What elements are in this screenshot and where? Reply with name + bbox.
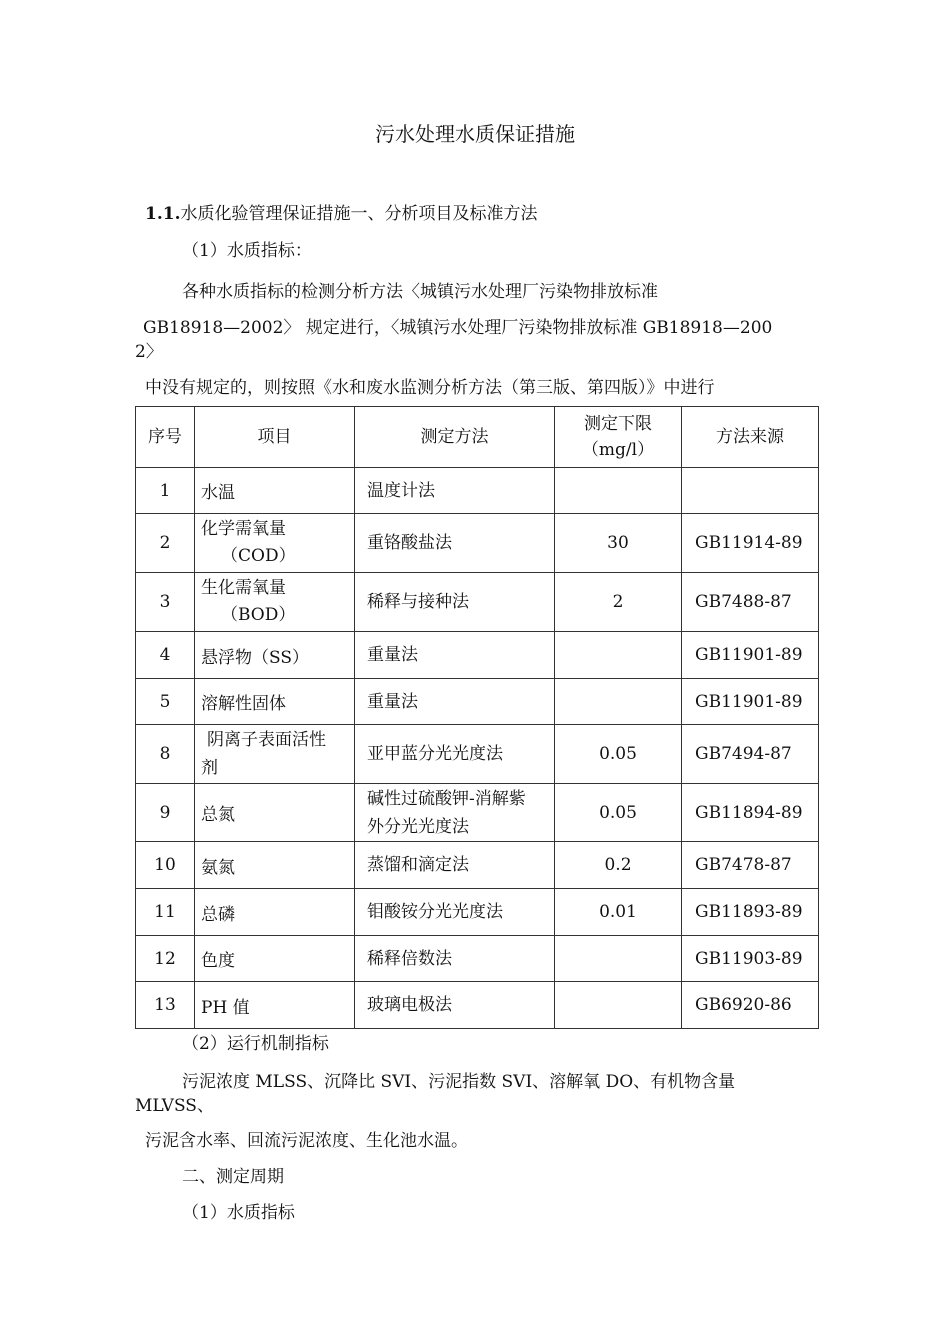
cell-item: 水温 [195, 468, 355, 514]
cell-no: 3 [136, 573, 195, 632]
cell-method: 重量法 [355, 679, 555, 725]
paragraph-line: GB18918—2002〉 规定进行，〈城镇污水处理厂污染物排放标准 GB18918—200 [143, 318, 773, 338]
cell-no: 5 [136, 679, 195, 725]
header-no: 序号 [136, 407, 195, 468]
cell-item: 色度 [195, 936, 355, 982]
cell-no: 1 [136, 468, 195, 514]
cell-source: GB11894-89 [682, 784, 819, 842]
table-row [136, 468, 819, 514]
cell-item: 悬浮物（SS） [195, 632, 355, 679]
table-row [136, 936, 819, 982]
section-heading-text: 水质化验管理保证措施一、分析项目及标准方法 [180, 204, 538, 224]
cell-no: 2 [136, 514, 195, 573]
cell-limit [555, 936, 682, 982]
cell-source: GB11901-89 [682, 632, 819, 679]
cell-source: GB11901-89 [682, 679, 819, 725]
cell-item: 氨氮 [195, 842, 355, 889]
header-limit-line1: 测定下限 [584, 414, 652, 434]
header-source: 方法来源 [682, 407, 819, 468]
cell-method: 温度计法 [355, 468, 555, 514]
cell-method-line1: 碱性过硫酸钾-消解紫 [367, 788, 526, 809]
table-row [136, 784, 819, 842]
cell-item-line1: 生化需氧量 [201, 578, 286, 598]
cell-item-line2: （BOD） [221, 605, 296, 625]
paragraph-line: MLVSS、 [135, 1096, 214, 1116]
header-item: 项目 [195, 407, 355, 468]
paragraph-line: 各种水质指标的检测分析方法〈城镇污水处理厂污染物排放标准 [182, 282, 658, 302]
cell-method: 重铬酸盐法 [355, 514, 555, 573]
cell-method: 稀释与接种法 [355, 573, 555, 632]
paragraph-line: 中没有规定的，则按照《水和废水监测分析方法（第三版、第四版）》中进行 [145, 378, 715, 398]
cell-source: GB11893-89 [682, 889, 819, 936]
paragraph-line: 2〉 [135, 342, 163, 362]
cell-method: 亚甲蓝分光光度法 [355, 725, 555, 784]
cell-limit: 0.2 [555, 842, 682, 889]
cell-no: 12 [136, 936, 195, 982]
subheading-operation: （2）运行机制指标 [182, 1034, 329, 1054]
cell-limit [555, 679, 682, 725]
cell-limit: 2 [555, 573, 682, 632]
cell-no: 9 [136, 784, 195, 842]
cell-item-line2: （COD） [221, 546, 296, 566]
cell-source: GB11914-89 [682, 514, 819, 573]
cell-method: 蒸馏和滴定法 [355, 842, 555, 889]
cell-source: GB7488-87 [682, 573, 819, 632]
cell-source: GB6920-86 [682, 982, 819, 1029]
cell-item [195, 725, 355, 784]
cell-method: 钼酸铵分光光度法 [355, 889, 555, 936]
cell-item [195, 573, 355, 632]
cell-item: 溶解性固体 [195, 679, 355, 725]
section-heading [145, 202, 538, 226]
cell-no: 11 [136, 889, 195, 936]
analysis-methods-table [135, 406, 819, 1029]
subheading-water-quality-2: （1）水质指标 [182, 1203, 295, 1223]
header-limit-line2: （mg/l） [581, 440, 655, 460]
cell-limit: 0.05 [555, 725, 682, 784]
cell-item: 总氮 [195, 784, 355, 842]
table-row [136, 842, 819, 889]
table-row [136, 573, 819, 632]
cell-no: 8 [136, 725, 195, 784]
table-row [136, 632, 819, 679]
paragraph-line: 污泥浓度 MLSS、沉降比 SVI、污泥指数 SVI、溶解氧 DO、有机物含量 [182, 1072, 736, 1092]
cell-limit: 30 [555, 514, 682, 573]
cell-item-line1: 化学需氧量 [201, 519, 286, 539]
table-header-row [136, 407, 819, 468]
cell-limit: 0.05 [555, 784, 682, 842]
table-row [136, 889, 819, 936]
header-method: 测定方法 [355, 407, 555, 468]
cell-no: 13 [136, 982, 195, 1029]
cell-source: GB11903-89 [682, 936, 819, 982]
subheading-water-quality: （1）水质指标： [182, 241, 312, 261]
page-title: 污水处理水质保证措施 [375, 122, 575, 146]
header-limit [555, 407, 682, 468]
cell-item-line2: 剂 [201, 758, 218, 778]
section-number: 1.1. [145, 204, 181, 224]
cell-limit [555, 982, 682, 1029]
cell-no: 4 [136, 632, 195, 679]
cell-item-line1: 阴离子表面活性 [207, 730, 326, 750]
cell-limit: 0.01 [555, 889, 682, 936]
cell-limit [555, 468, 682, 514]
table-row [136, 725, 819, 784]
cell-method: 玻璃电极法 [355, 982, 555, 1029]
cell-method: 稀释倍数法 [355, 936, 555, 982]
table-row [136, 514, 819, 573]
cell-source [682, 468, 819, 514]
cell-source: GB7478-87 [682, 842, 819, 889]
cell-method [355, 784, 555, 842]
section-heading-2: 二、测定周期 [182, 1167, 284, 1187]
cell-item: PH 值 [195, 982, 355, 1029]
table-row [136, 982, 819, 1029]
cell-method-line2: 外分光光度法 [367, 816, 469, 837]
cell-item [195, 514, 355, 573]
cell-source: GB7494-87 [682, 725, 819, 784]
paragraph-line: 污泥含水率、回流污泥浓度、生化池水温。 [145, 1131, 468, 1151]
cell-no: 10 [136, 842, 195, 889]
table-row [136, 679, 819, 725]
cell-method: 重量法 [355, 632, 555, 679]
cell-item: 总磷 [195, 889, 355, 936]
cell-limit [555, 632, 682, 679]
